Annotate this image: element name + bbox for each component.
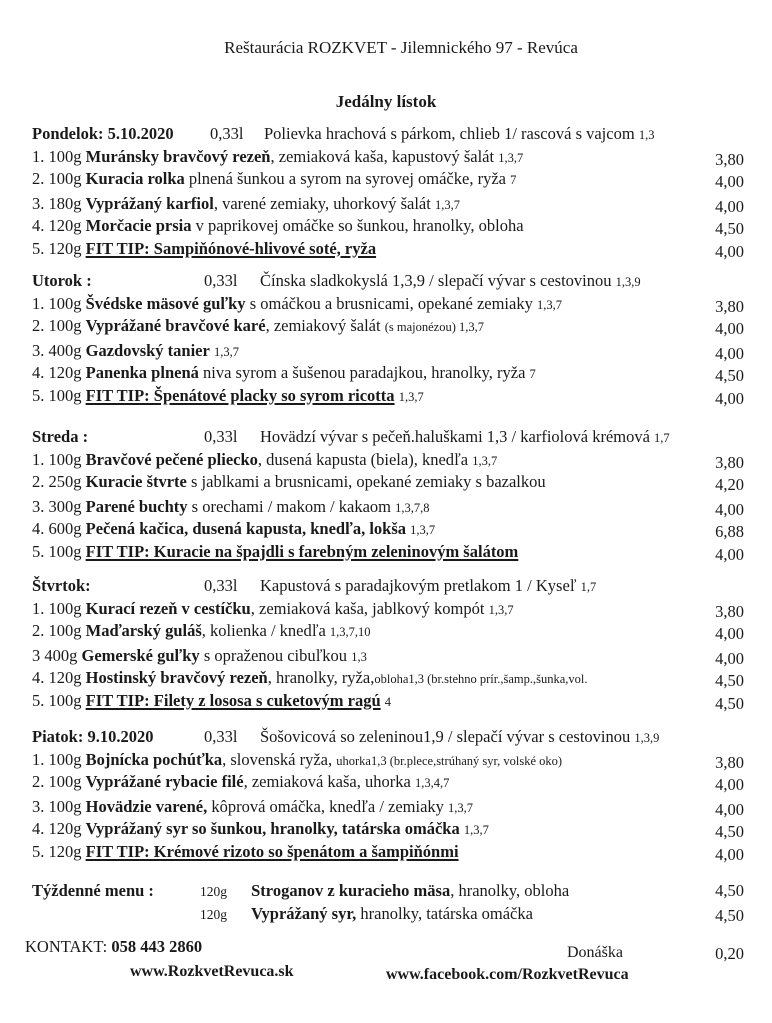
item-number-weight: 5. 100g — [32, 541, 82, 561]
soup-text: Hovädzí vývar s pečeň.haluškami 1,3 / karfiolová krémová — [260, 427, 650, 446]
item-description: v paprikovej omáčke so šunkou, hranolky, obloha — [191, 216, 524, 235]
item-allergens: 1,3,7 — [398, 389, 424, 404]
website-link[interactable]: www.RozkvetRevuca.sk — [130, 963, 294, 980]
soup-volume: 0,33l — [204, 576, 238, 595]
item-description: , kolienka / knedľa — [201, 621, 330, 640]
item-allergens: 1,3,7 — [434, 197, 460, 212]
item-number-weight: 4. 120g — [32, 216, 82, 235]
item-number-weight: 3. 400g — [32, 340, 82, 360]
item-name: Gazdovský tanier — [85, 340, 210, 360]
item-number-weight: 5. 120g — [32, 238, 82, 258]
soup-text: Čínska sladkokyslá 1,3,9 / slepačí vývar s cestovinou — [260, 271, 612, 290]
item-description: , varené zemiaky, uhorkový šalát — [213, 193, 435, 213]
weekly-item — [200, 904, 533, 924]
soup-allergens: 1,3 — [638, 128, 655, 142]
weekly-item-price: 4,50 — [715, 906, 744, 925]
soup-description — [260, 576, 596, 596]
item-allergens: 1,3,7 — [213, 344, 239, 359]
item-price: 4,50 — [715, 219, 744, 238]
weekly-menu-row — [32, 881, 154, 901]
menu-item — [32, 542, 518, 562]
item-name: Parené buchty — [85, 496, 188, 516]
item-price: 4,00 — [715, 343, 744, 363]
item-price: 3,80 — [715, 452, 744, 472]
facebook-link[interactable]: www.facebook.com/RozkvetRevuca — [386, 966, 629, 983]
item-price: 4,50 — [715, 671, 744, 690]
item-name: Muránsky bravčový rezeň — [85, 146, 271, 166]
soup-description — [260, 271, 641, 291]
item-number-weight: 3. 100g — [32, 796, 82, 816]
day-header — [32, 576, 597, 596]
item-number-weight: 4. 120g — [32, 819, 82, 838]
item-price: 4,00 — [715, 319, 744, 338]
item-number-weight: 1. 100g — [32, 146, 82, 166]
item-price: 4,00 — [715, 544, 744, 564]
item-name: Maďarský guláš — [85, 621, 202, 640]
menu-item — [32, 169, 516, 189]
contact-line — [25, 937, 202, 957]
menu-item — [32, 341, 239, 361]
item-description: , hranolky, ryža, — [267, 668, 375, 687]
soup-description — [260, 727, 659, 747]
item-name: Vyprážané bravčové karé — [85, 316, 266, 335]
weekly-menu-label: Týždenné menu : — [32, 881, 154, 900]
item-allergens: 1,3,7,10 — [329, 625, 371, 639]
day-label: Piatok: 9.10.2020 — [32, 727, 154, 746]
item-number-weight: 4. 120g — [32, 668, 82, 687]
item-number-weight: 5. 120g — [32, 841, 82, 861]
menu-item — [32, 668, 588, 688]
item-number-weight: 2. 100g — [32, 621, 82, 640]
item-name: Švédske mäsové guľky — [85, 293, 246, 313]
item-allergens: 1,3,7 — [536, 297, 562, 312]
item-allergens: 1,3,7 — [448, 800, 474, 815]
menu-item — [32, 294, 562, 314]
item-price: 3,80 — [715, 296, 744, 316]
soup-description — [260, 427, 670, 447]
item-name: Hostinský bravčový rezeň — [85, 668, 268, 687]
item-price: 4,00 — [715, 196, 744, 216]
item-price: 4,50 — [715, 693, 744, 713]
menu-item — [32, 194, 460, 214]
soup-volume: 0,33l — [204, 427, 238, 446]
item-price: 3,80 — [715, 752, 744, 772]
item-price: 4,00 — [715, 844, 744, 864]
weekly-item-desc: , hranolky, obloha — [450, 881, 570, 900]
menu-item — [32, 497, 429, 517]
weekly-item-desc: hranolky, tatárska omáčka — [356, 904, 533, 923]
menu-item — [32, 147, 523, 167]
item-description: , dusená kapusta (biela), knedľa — [257, 449, 473, 469]
menu-item — [32, 772, 449, 792]
item-description: , zemiaková kaša, kapustový šalát — [270, 146, 499, 166]
soup-text: Polievka hrachová s párkom, chlieb 1/ rascová s vajcom — [264, 124, 635, 143]
item-name: Panenka plnená — [85, 363, 199, 382]
item-name: Bravčové pečené pliecko — [85, 449, 258, 469]
item-name: Hovädzie varené, — [85, 796, 208, 816]
item-name: Vyprážané rybacie filé — [85, 772, 244, 791]
menu-item — [32, 797, 473, 817]
item-number-weight: 4. 120g — [32, 363, 82, 382]
item-allergens: 1,3,7,8 — [395, 500, 430, 515]
fit-tip-name: FIT TIP: Kuracie na špajdli s farebným zeleninovým šalátom — [85, 541, 519, 561]
item-allergens: obloha1,3 (br.stehno prír.,šamp.,šunka,vol. — [374, 672, 588, 686]
day-header — [32, 427, 670, 447]
item-price: 4,00 — [715, 624, 744, 643]
item-name: Pečená kačica, dusená kapusta, knedľa, lokša — [85, 519, 406, 538]
menu-item — [32, 386, 424, 406]
menu-item — [32, 819, 489, 839]
item-number-weight: 1. 100g — [32, 293, 82, 313]
menu-item — [32, 239, 376, 259]
menu-item — [32, 450, 497, 470]
item-allergens: 7 — [529, 367, 536, 381]
item-name: Kuracie štvrte — [85, 472, 187, 491]
item-price: 4,00 — [715, 388, 744, 408]
item-number-weight: 5. 100g — [32, 385, 82, 405]
menu-item — [32, 363, 536, 383]
item-allergens: 1,3,7 — [498, 150, 524, 165]
day-header — [32, 271, 641, 291]
item-description: , slovenská ryža, — [222, 749, 337, 769]
weekly-item-name: Vyprážaný syr, — [251, 904, 357, 923]
delivery-price: 0,20 — [715, 944, 744, 963]
day-label: Streda : — [32, 427, 89, 446]
day-label: Štvrtok: — [32, 576, 91, 595]
item-number-weight: 2. 100g — [32, 772, 82, 791]
item-number-weight: 2. 100g — [32, 169, 82, 188]
item-allergens: 1,3,7 — [472, 453, 498, 468]
item-price: 4,00 — [715, 241, 744, 261]
delivery-label: Donáška — [567, 944, 623, 961]
menu-item — [32, 519, 435, 539]
restaurant-header: Reštaurácia ROZKVET - Jilemnického 97 - Revúca — [224, 38, 578, 57]
menu-item — [32, 646, 367, 666]
item-name: Gemerské guľky — [81, 645, 200, 665]
fit-tip-name: FIT TIP: Sampiňónové-hlivové soté, ryža — [85, 238, 377, 258]
item-description: niva syrom a šušenou paradajkou, hranolky, ryža — [198, 363, 530, 382]
item-number-weight: 4. 600g — [32, 519, 82, 538]
phone-number: 058 443 2860 — [111, 937, 203, 956]
item-allergens: 1,3 — [351, 649, 367, 664]
menu-item — [32, 316, 484, 336]
soup-allergens: 1,3,9 — [615, 275, 641, 289]
menu-item — [32, 472, 546, 492]
item-price: 4,00 — [715, 775, 744, 794]
item-description: s jablkami a brusnicami, opekané zemiaky s bazalkou — [186, 472, 546, 491]
item-description: , zemiaková kaša, jablkový kompót — [250, 598, 489, 618]
item-price: 4,00 — [715, 499, 744, 519]
item-price: 4,00 — [715, 648, 744, 668]
day-label: Utorok : — [32, 271, 92, 290]
weekly-item-weight: 120g — [200, 884, 227, 899]
item-number-weight: 5. 100g — [32, 690, 82, 710]
fit-tip-name: FIT TIP: Filety z lososa s cuketovým ragú — [85, 690, 381, 710]
item-description: , zemiakový šalát — [265, 316, 385, 335]
item-number-weight: 2. 100g — [32, 316, 82, 335]
item-name: Bojnícka pochúťka — [85, 749, 223, 769]
soup-volume: 0,33l — [204, 727, 238, 746]
soup-volume: 0,33l — [210, 124, 244, 143]
item-allergens: 1,3,7 — [463, 823, 489, 837]
item-description: s opraženou cibuľkou — [199, 645, 352, 665]
soup-text: Šošovicová so zeleninou1,9 / slepačí vývar s cestovinou — [260, 727, 631, 746]
item-name: Morčacie prsia — [85, 216, 192, 235]
item-price: 3,80 — [715, 601, 744, 621]
soup-allergens: 1,7 — [654, 431, 670, 445]
item-allergens: 4 — [384, 694, 392, 709]
item-name: Vyprážaný karfiol — [85, 193, 214, 213]
item-allergens: (s majonézou) 1,3,7 — [384, 320, 484, 334]
item-allergens: 1,3,7 — [488, 602, 514, 617]
item-number-weight: 2. 250g — [32, 472, 82, 491]
menu-item — [32, 842, 459, 862]
item-allergens: 1,3,4,7 — [414, 776, 450, 790]
day-label: Pondelok: 5.10.2020 — [32, 124, 174, 143]
soup-allergens: 1,7 — [580, 580, 597, 594]
day-header — [32, 727, 660, 747]
item-description: kôprová omáčka, knedľa / zemiaky — [207, 796, 449, 816]
item-name: Vyprážaný syr so šunkou, hranolky, tatárska omáčka — [85, 819, 460, 838]
item-price: 4,00 — [715, 799, 744, 819]
item-price: 6,88 — [715, 522, 744, 541]
item-number-weight: 3 400g — [32, 645, 78, 665]
item-price: 4,50 — [715, 822, 744, 841]
soup-volume: 0,33l — [204, 271, 238, 290]
item-description: plnená šunkou a syrom na syrovej omáčke, ryža — [184, 169, 511, 188]
item-price: 4,00 — [715, 172, 744, 191]
item-number-weight: 1. 100g — [32, 749, 82, 769]
weekly-item — [200, 881, 569, 901]
fit-tip-name: FIT TIP: Krémové rizoto so špenátom a šampiňónmi — [85, 841, 459, 861]
item-allergens: uhorka1,3 (br.plece,strúhaný syr, volské oko) — [336, 753, 563, 768]
menu-item — [32, 691, 391, 711]
soup-description — [264, 124, 654, 144]
soup-allergens: 1,3,9 — [634, 731, 660, 745]
item-name: Kuracia rolka — [85, 169, 185, 188]
menu-item — [32, 599, 514, 619]
item-price: 4,50 — [715, 366, 744, 385]
item-number-weight: 3. 180g — [32, 193, 82, 213]
weekly-item-price: 4,50 — [715, 881, 744, 900]
item-description: s omáčkou a brusnicami, opekané zemiaky — [245, 293, 537, 313]
item-allergens: 1,3,7 — [410, 523, 436, 537]
item-number-weight: 1. 100g — [32, 449, 82, 469]
item-name: Kurací rezeň v cestíčku — [85, 598, 251, 618]
item-number-weight: 3. 300g — [32, 496, 82, 516]
menu-item — [32, 750, 562, 770]
item-number-weight: 1. 100g — [32, 598, 82, 618]
item-price: 4,20 — [715, 475, 744, 494]
menu-item — [32, 216, 524, 236]
item-description: , zemiaková kaša, uhorka — [243, 772, 415, 791]
day-header — [32, 124, 655, 144]
item-price: 3,80 — [715, 149, 744, 169]
soup-text: Kapustová s paradajkovým pretlakom 1 / Kyseľ — [260, 576, 577, 595]
weekly-item-weight: 120g — [200, 907, 227, 922]
item-allergens: 7 — [510, 173, 517, 187]
item-description: s orechami / makom / kakaom — [187, 496, 396, 516]
menu-title: Jedálny lístok — [335, 92, 437, 111]
fit-tip-name: FIT TIP: Špenátové placky so syrom ricotta — [85, 385, 395, 405]
contact-label: KONTAKT: — [25, 937, 112, 956]
weekly-item-name: Stroganov z kuracieho mäsa — [251, 881, 451, 900]
menu-item — [32, 621, 371, 641]
